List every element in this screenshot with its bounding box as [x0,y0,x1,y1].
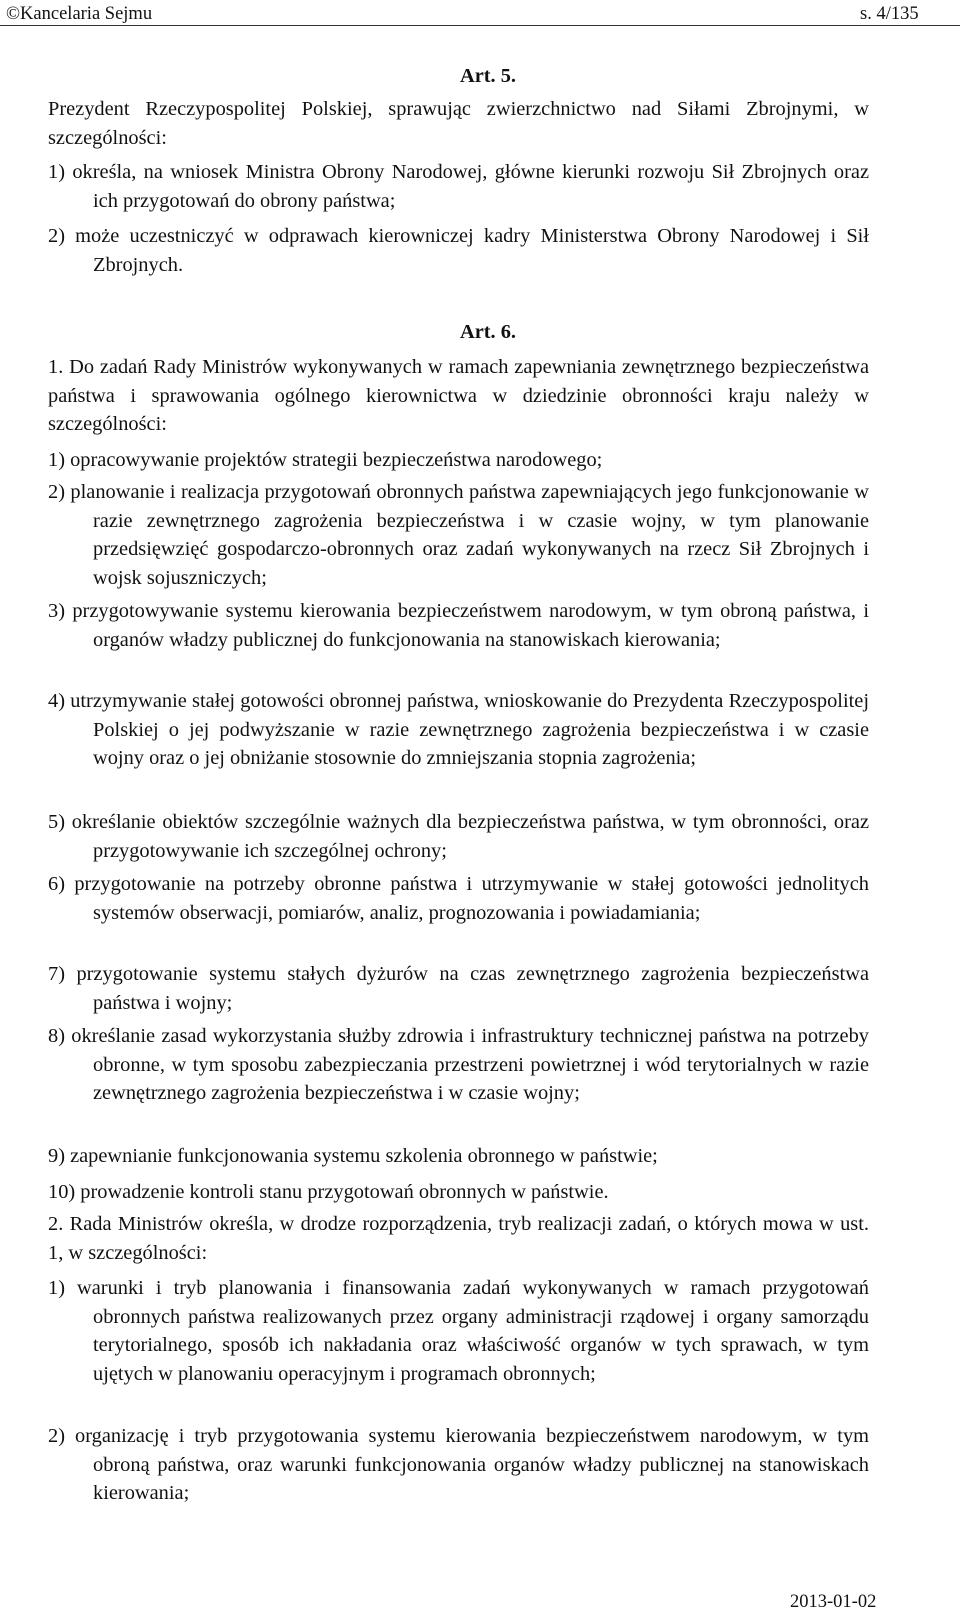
art6-ust1-item-4: 4) utrzymywanie stałej gotowości obronnej państwa, wnioskowanie do Prezydenta Rzeczypospolitej Polskiej o jej podwyższanie w razie zewnętrznego zagrożenia bezpieczeństwa i w czasie wojny oraz o jej obniżanie stosownie do zmniejszania stopnia zagrożenia; [48,690,869,769]
footer-date: 2013-01-02 [790,1592,877,1612]
art5-item-2: 2) może uczestniczyć w odprawach kierowniczej kadry Ministerstwa Obrony Narodowej i Sił Zbrojnych. [48,225,869,276]
header-page-number: s. 4/135 [860,4,919,24]
header-source: ©Kancelaria Sejmu [6,4,153,24]
art6-ust2-item-1: 1) warunki i tryb planowania i finansowania zadań wykonywanych w ramach przygotowań obronnych państwa realizowanych przez organy administracji rządowej i organy samorządu terytorialnego, sposób ich nakładania oraz właściwość organów w tych sprawach, w tym ujętych w planowaniu operacyjnym i programach obronnych; [48,1277,869,1385]
art6-ust1-item-1: 1) opracowywanie projektów strategii bezpieczeństwa narodowego; [48,449,603,471]
page-header [0,0,960,28]
art6-title: Art. 6. [459,321,517,343]
art6-ust1-item-3: 3) przygotowywanie systemu kierowania bezpieczeństwem narodowym, w tym obroną państwa, i organów władzy publicznej do funkcjonowania na stanowiskach kierowania; [48,600,869,651]
art5-item-1: 1) określa, na wniosek Ministra Obrony Narodowej, główne kierunki rozwoju Sił Zbrojnych oraz ich przygotowań do obrony państwa; [48,161,869,212]
art6-ust1-item-10: 10) prowadzenie kontroli stanu przygotowań obronnych w państwie. [48,1181,609,1203]
art5-intro: Prezydent Rzeczypospolitej Polskiej, sprawując zwierzchnictwo nad Siłami Zbrojnymi, w szczególności: [48,98,869,149]
art6-ust1-item-7: 7) przygotowanie systemu stałych dyżurów na czas zewnętrznego zagrożenia bezpieczeństwa państwa i wojny; [48,963,869,1014]
art6-ust1-item-6: 6) przygotowanie na potrzeby obronne państwa i utrzymywanie w stałej gotowości jednolitych systemów obserwacji, pomiarów, analiz, prognozowania i powiadamiania; [48,873,869,924]
art6-ust2-item-2: 2) organizację i tryb przygotowania systemu kierowania bezpieczeństwem narodowym, w tym obroną państwa, oraz warunki funkcjonowania organów władzy publicznej na stanowiskach kierowania; [48,1425,869,1504]
art6-ust1-item-9: 9) zapewnianie funkcjonowania systemu szkolenia obronnego w państwie; [48,1145,658,1167]
art6-ust1: 1. Do zadań Rady Ministrów wykonywanych w ramach zapewniania zewnętrznego bezpieczeństwa państwa i sprawowania ogólnego kierownictwa w dziedzinie obronności kraju należy w szczególności: [48,356,869,435]
art6-ust1-item-8: 8) określanie zasad wykorzystania służby zdrowia i infrastruktury technicznej państwa na potrzeby obronne, w tym sposobu zabezpieczania przestrzeni powietrznej i wód terytorialnych w razie zewnętrznego zagrożenia bezpieczeństwa i w czasie wojny; [48,1025,869,1104]
art5-title: Art. 5. [459,65,517,87]
art6-ust1-item-2: 2) planowanie i realizacja przygotowań obronnych państwa zapewniających jego funkcjonowanie w razie zewnętrznego zagrożenia bezpieczeństwa i w czasie wojny, w tym planowanie przedsięwzięć gospodarczo-obronnych oraz zadań wykonywanych na rzecz Sił Zbrojnych i wojsk sojuszniczych; [48,481,869,589]
art6-ust1-item-5: 5) określanie obiektów szczególnie ważnych dla bezpieczeństwa państwa, w tym obronności, oraz przygotowywanie ich szczególnej ochrony; [48,811,869,862]
header-rule [0,25,960,26]
art6-ust2: 2. Rada Ministrów określa, w drodze rozporządzenia, tryb realizacji zadań, o których mowa w ust. 1, w szczególności: [48,1213,869,1264]
